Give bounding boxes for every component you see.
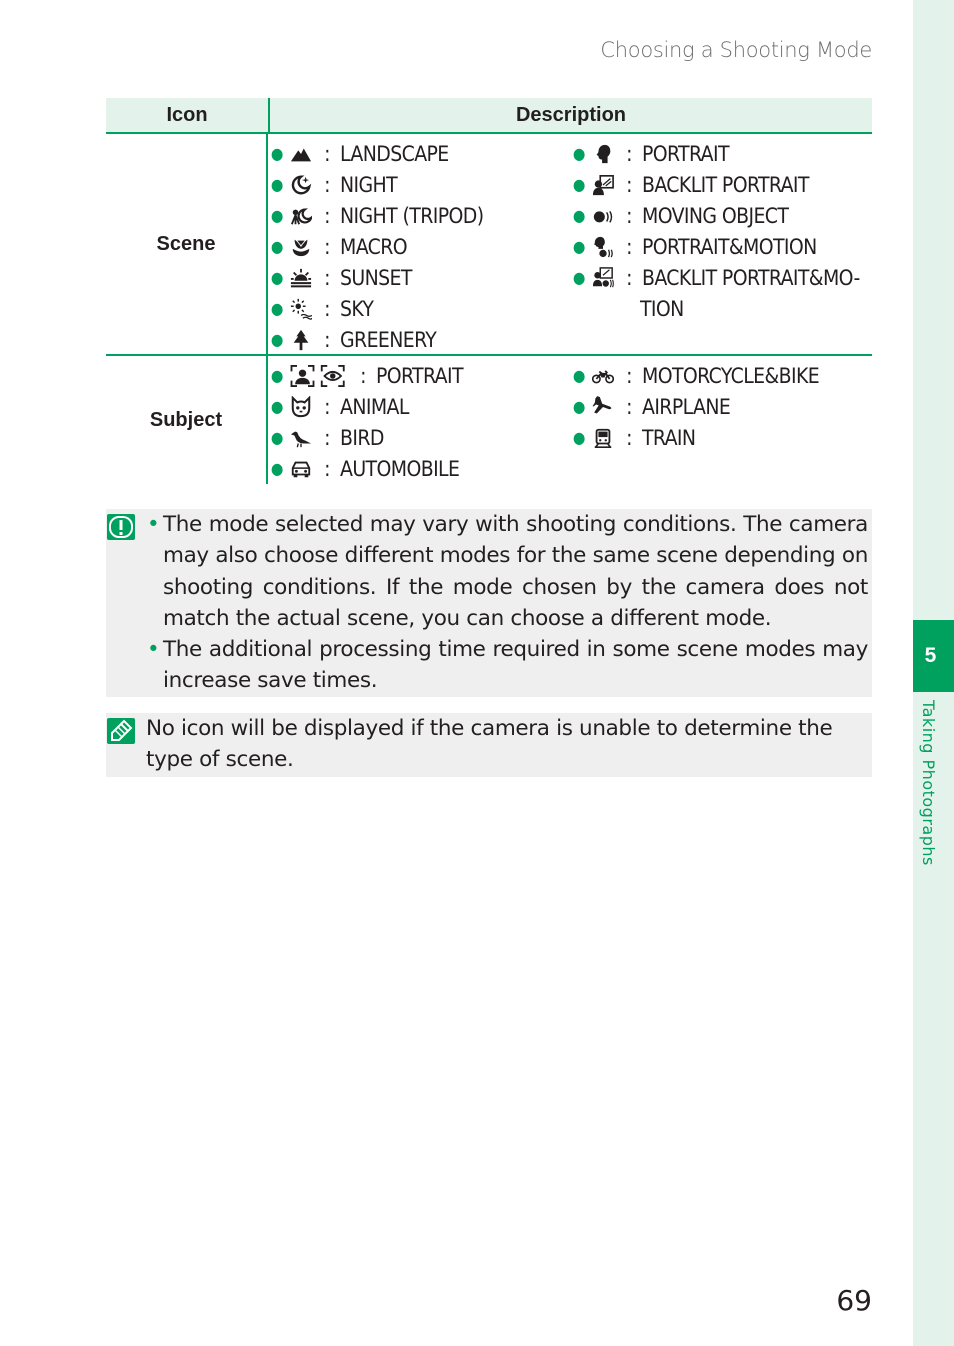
train-icon <box>588 426 618 450</box>
list-item: ● : MOTORCYCLE&BIKE <box>572 363 820 388</box>
chapter-number: 5 <box>924 644 937 667</box>
list-item: ● : TRAIN <box>572 425 696 450</box>
chapter-tab[interactable] <box>913 620 954 692</box>
list-item: ● : BACKLIT PORTRAIT <box>572 172 809 197</box>
memo-pencil-icon <box>106 717 136 745</box>
list-item: ● : AUTOMOBILE <box>270 456 460 481</box>
automobile-icon <box>286 457 316 481</box>
scene-row <box>106 134 872 356</box>
bird-icon <box>286 426 316 450</box>
landscape-icon <box>286 142 316 166</box>
list-item: ● : ANIMAL <box>270 394 409 419</box>
chapter-name: Taking Photographs <box>919 700 938 866</box>
list-item: ● : NIGHT (TRIPOD) <box>270 203 484 228</box>
memo-note <box>106 713 872 777</box>
list-item-continuation: TION <box>640 296 684 321</box>
animal-icon <box>286 395 316 419</box>
list-item: ● : GREENERY <box>270 327 437 352</box>
table-header <box>106 98 872 134</box>
caution-item: • The additional processing time required in some scene modes may increase save times. <box>146 634 868 697</box>
list-item: ● : BACKLIT PORTRAIT&MO- <box>572 265 860 290</box>
scene-icon-table <box>106 98 872 484</box>
subject-row <box>106 356 872 484</box>
face-eye-icon <box>286 364 352 388</box>
airplane-icon <box>588 395 618 419</box>
sky-icon <box>286 297 316 321</box>
list-item: ● : PORTRAIT <box>270 363 463 388</box>
page-number: 69 <box>836 1284 872 1317</box>
greenery-icon <box>286 328 316 352</box>
list-item: ● : NIGHT <box>270 172 398 197</box>
sunset-icon <box>286 266 316 290</box>
motorcycle-icon <box>588 364 618 388</box>
portrait-icon <box>588 142 618 166</box>
caution-item: • The mode selected may vary with shooting conditions. The camera may also choose different modes for the same scene depending on shooting conditions. If the mode chosen by the camera does not match the actual scene, you can choose a different mode. <box>146 509 868 634</box>
subject-row-label: Subject <box>106 356 268 484</box>
list-item: ● : SKY <box>270 296 374 321</box>
header-icon: Icon <box>106 98 270 132</box>
list-item: ● : MACRO <box>270 234 408 259</box>
moving-object-icon <box>588 204 618 228</box>
night-tripod-icon <box>286 204 316 228</box>
backlit-portrait-icon <box>588 173 618 197</box>
night-icon <box>286 173 316 197</box>
scene-row-label: Scene <box>106 134 268 354</box>
list-item: ● : MOVING OBJECT <box>572 203 789 228</box>
portrait-motion-icon <box>588 235 618 259</box>
running-header: Choosing a Shooting Mode <box>600 38 872 62</box>
list-item: ● : LANDSCAPE <box>270 141 449 166</box>
list-item: ● : AIRPLANE <box>572 394 731 419</box>
backlit-portrait-motion-icon <box>588 266 618 290</box>
caution-icon <box>106 513 136 541</box>
list-item: ● : PORTRAIT <box>572 141 729 166</box>
list-item: ● : SUNSET <box>270 265 412 290</box>
list-item: ● : PORTRAIT&MOTION <box>572 234 817 259</box>
macro-icon <box>286 235 316 259</box>
header-description: Description <box>515 103 627 126</box>
caution-note <box>106 509 872 697</box>
list-item: ● : BIRD <box>270 425 384 450</box>
memo-text: No icon will be displayed if the camera is unable to determine the type of scene. <box>146 716 833 773</box>
